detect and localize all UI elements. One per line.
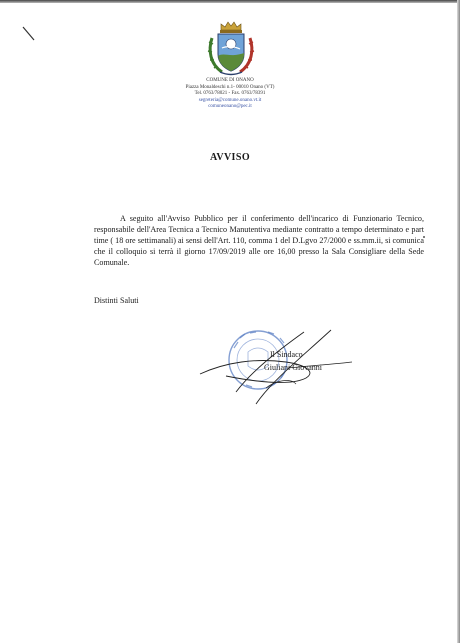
signatory-role: Il Sindaco [270,350,303,359]
address: Piazza Monaldeschi n.1- 00010 Onano (VT) [185,84,275,90]
signature-and-stamp [196,322,356,422]
email-link[interactable]: segreteria@comune.onano.vt.it [198,97,262,103]
phone-fax: Tel. 0763/78021 - Fax. 0763/78391 [194,91,266,97]
coat-of-arms-emblem [206,20,256,78]
notice-body: A seguito all'Avviso Pubblico per il conferimento dell'incarico di Funzionario Tecnico, responsabile dell'Area Tecnica a Tecnico Manutentiva mediante contratto a tempo determinato e part time ( 18 ore settimanali) ai sensi dell'Art. 110, comma 1 del D.Lgvo 27/2000 e ss.mm.ii, si comunica che il colloquio si terrà il giorno 17/09/2019 alle ore 16,00 presso la Sala Consigliare della Sede Comunale. [94,214,424,267]
document-title: AVVISO [209,152,250,163]
letterhead [140,78,320,111]
scan-edge-top [0,0,460,3]
signatory-name: Giuliani Giovanni [264,363,322,372]
pec-link[interactable]: comuneonano@pec.it [208,104,252,110]
closing-greeting: Distinti Saluti [94,296,139,305]
municipality-name: COMUNE DI ONANO [206,78,254,83]
stray-pen-mark [22,26,36,42]
